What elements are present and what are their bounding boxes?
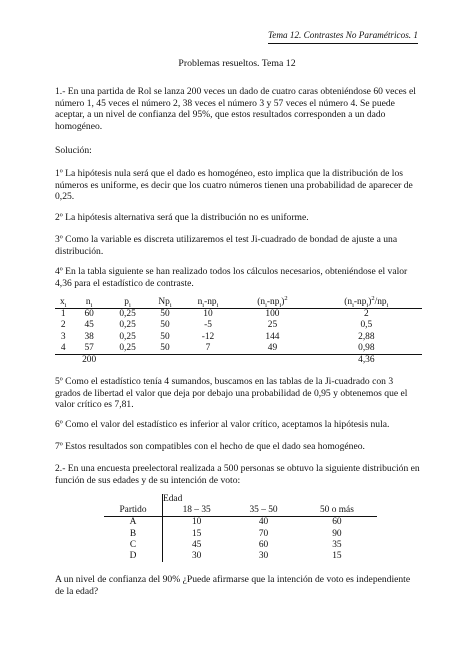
table-total-row xyxy=(55,355,422,367)
table-cell: 30 xyxy=(191,551,202,562)
table-cell: 7 xyxy=(205,342,211,353)
col-header-npi: $Np_i$ xyxy=(148,297,182,309)
table-cell: 0,5 xyxy=(360,320,373,331)
document-title: Problemas resueltos. Tema 12 xyxy=(178,58,296,69)
col-header-xi: $x_i$ xyxy=(55,297,71,309)
table-cell: 38 xyxy=(84,331,94,342)
step-6: 6º Como el valor del estadístico es inferior al valor crítico, aceptamos la hipótesis nula. xyxy=(55,419,390,430)
col-header-diff-sq: $(n_i-np_i)^2$ xyxy=(234,297,310,309)
col-header-diff: $n_i-np_i$ xyxy=(182,297,235,309)
table-row xyxy=(104,517,377,529)
step-1: 1º La hipótesis nula será que el dado es homogéneo, esto implica que la distribución de los números es uniforme, es decir que los cuatro números tienen una probabilidad de aparecer de 0,25. xyxy=(55,168,413,203)
table-row xyxy=(55,320,422,331)
table-cell: 45 xyxy=(191,539,202,550)
table-cell: 0,25 xyxy=(119,331,136,342)
table-cell: C xyxy=(104,540,163,551)
total-n: 200 xyxy=(71,355,106,367)
partido-label: Partido xyxy=(104,505,163,517)
table-cell: 10 xyxy=(191,517,202,528)
table-cell: 25 xyxy=(267,320,278,331)
table-cell: A xyxy=(104,517,163,529)
table-cell: 50 xyxy=(160,342,170,353)
table-cell: 1 xyxy=(60,309,66,320)
problem-1-statement: 1.- En una partida de Rol se lanza 200 veces un dado de cuatro caras obteniéndose 60 veces el número 1, 45 veces el número 2, 38 veces el número 3 y 57 veces el número 4. Se puede aceptar, a un nivel de confianza del 95%, que estos resultados corresponden a un dado homogéneo. xyxy=(55,86,416,132)
table-cell: D xyxy=(104,551,163,562)
table-cell: B xyxy=(104,529,163,540)
col-header-chi-term: $(n_i-np_i)^2/np_i$ xyxy=(311,297,422,309)
chi-square-table xyxy=(55,294,422,366)
col-header-ni: $n_i$ xyxy=(71,297,106,309)
step-3: 3º Como la variable es discreta utilizaremos el test Ji-cuadrado de bondad de ajuste a una distribución. xyxy=(55,234,398,257)
table-row xyxy=(104,540,377,551)
table-row xyxy=(55,343,422,355)
table-cell: 57 xyxy=(84,342,94,353)
total-statistic: 4,36 xyxy=(311,355,422,367)
table-cell: 35 xyxy=(332,539,342,550)
col-header-pi: $p_i$ xyxy=(107,297,148,309)
problem-2-question: A un nivel de confianza del 90% ¿Puede afirmarse que la intención de voto es independiente de la edad? xyxy=(55,574,411,597)
solution-heading: Solución: xyxy=(55,145,92,156)
table-header-row xyxy=(55,297,422,309)
table-cell: 3 xyxy=(60,331,66,342)
table-cell: 50 xyxy=(160,320,170,331)
table-cell: 100 xyxy=(265,309,280,320)
table-cell: 60 xyxy=(332,517,342,528)
table-row xyxy=(104,529,377,540)
table-cell: 60 xyxy=(258,539,269,550)
table-row xyxy=(55,332,422,343)
page-header: Tema 12. Contrastes No Paramétricos. 1 xyxy=(268,30,418,44)
step-5: 5º Como el estadístico tenía 4 sumandos, buscamos en las tablas de la Ji-cuadrado con 3 grados de libertad el valor que deja por debajo una probabilidad de 0,95 y obtenemos que el valor crítico es 7,81. xyxy=(55,376,408,411)
table-cell: 0,25 xyxy=(119,342,136,353)
table-cell: 15 xyxy=(332,551,342,562)
problem-2-statement: 2.- En una encuesta preelectoral realizada a 500 personas se obtuvo la siguiente distribución en función de sus edades y de su intención de voto: xyxy=(55,463,420,486)
table-cell: 30 xyxy=(258,551,269,562)
table-cell: 50 xyxy=(160,331,170,342)
col-header: 50 o más xyxy=(297,505,377,517)
table-cell: 4 xyxy=(60,342,66,353)
table-cell: 70 xyxy=(258,528,269,539)
table-cell: 0,98 xyxy=(358,342,375,353)
table-header-row xyxy=(104,494,377,505)
step-7: 7º Estos resultados son compatibles con el hecho de que el dado sea homogéneo. xyxy=(55,441,365,452)
table-cell: 10 xyxy=(203,309,213,320)
step-4: 4º En la tabla siguiente se han realizado todos los cálculos necesarios, obteniéndose el valor 4,36 para el estadístico de contraste. xyxy=(55,266,408,289)
table-row xyxy=(55,309,422,321)
table-cell: 45 xyxy=(84,320,94,331)
step-2: 2º La hipótesis alternativa será que la distribución no es uniforme. xyxy=(55,212,309,223)
table-cell: 60 xyxy=(84,309,94,320)
table-cell: 49 xyxy=(267,342,278,353)
table-cell: -12 xyxy=(201,331,215,342)
table-cell: 50 xyxy=(160,309,170,320)
edad-label: Edad xyxy=(163,494,183,504)
table-cell: 2 xyxy=(60,320,66,331)
table-cell: 144 xyxy=(265,331,280,342)
col-header: 18 – 35 xyxy=(163,505,231,517)
col-header: 35 – 50 xyxy=(230,505,297,517)
table-cell: 2 xyxy=(364,309,369,320)
table-cell: 0,25 xyxy=(119,309,136,320)
table-row xyxy=(104,551,377,562)
contingency-table xyxy=(104,494,377,562)
table-cell: -5 xyxy=(204,320,212,331)
table-cell: 40 xyxy=(258,517,269,528)
table-cell: 2,88 xyxy=(358,331,375,342)
table-cell: 0,25 xyxy=(119,320,136,331)
table-cell: 15 xyxy=(191,528,202,539)
table-header-row xyxy=(104,505,377,517)
table-cell: 90 xyxy=(332,528,342,539)
